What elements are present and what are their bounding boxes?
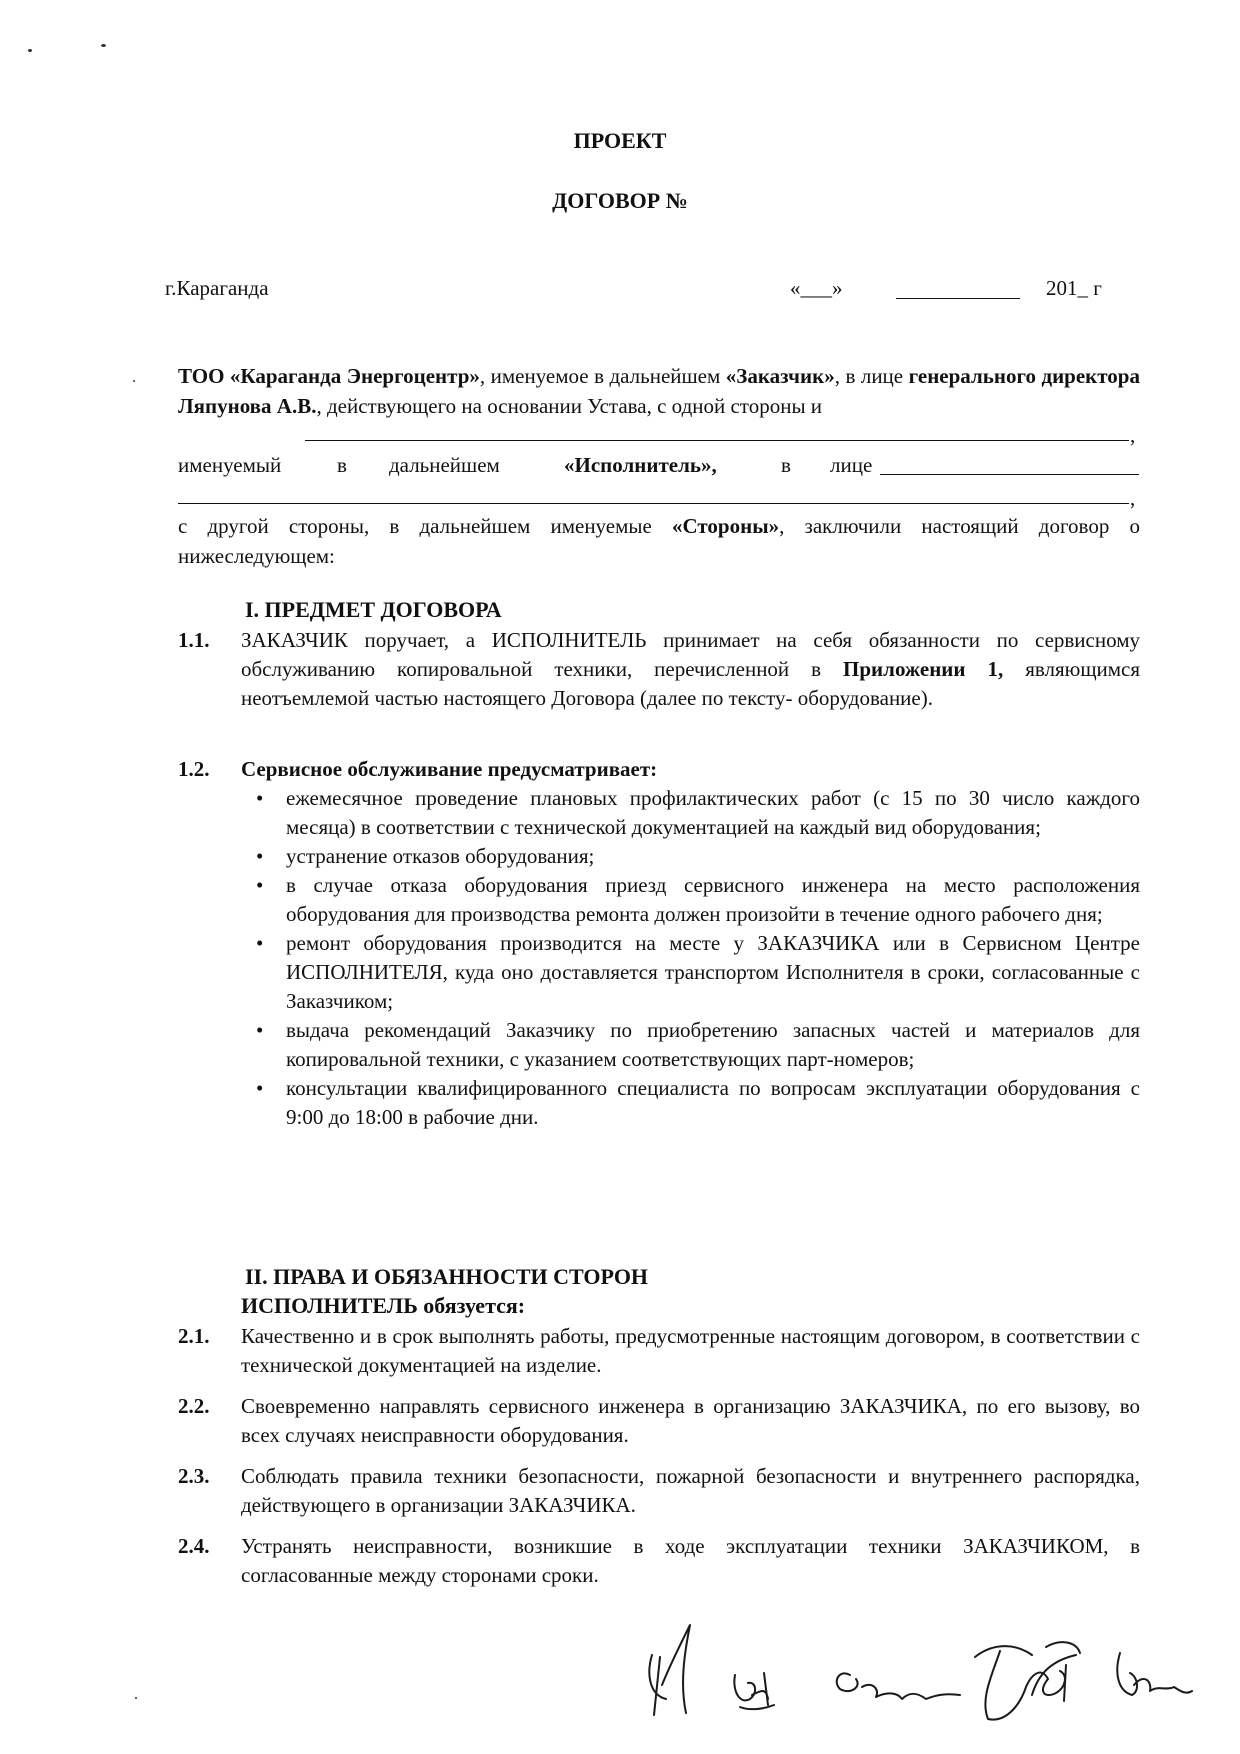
appendix-ref: Приложении 1, (843, 657, 1004, 681)
scan-speck (28, 49, 32, 52)
customer-org: ТОО «Караганда Энергоцентр» (178, 364, 480, 388)
scan-speck (133, 380, 135, 382)
month-blank-line (896, 298, 1020, 299)
list-item: • устранение отказов оборудования; (286, 842, 1140, 871)
executor-term: «Исполнитель», (564, 453, 717, 477)
item-1-2-title: Сервисное обслуживание предусматривает: (241, 757, 658, 781)
handwritten-initials (640, 1595, 1200, 1735)
bullet-icon: • (256, 1018, 264, 1042)
list-item: • консультации квалифицированного специалиста по вопросам эксплуатации оборудования с 9:00 до 18:00 в рабочие дни. (256, 1076, 1140, 1129)
bullet-icon: • (256, 873, 264, 897)
document-page: ПРОЕКТ ДОГОВОР № г.Караганда «___» 201_ г ТОО «Караганда Энергоцентр», именуемое в дальнейшем «Заказчик», в лице генерального директора Ляпунова А.В., действующего на основании Устава, с одной стороны и , именуемый в дальнейшем «Исполнитель», в лице , с другой стороны, в дальнейшем именуемые «Стороны», заключили настоящий договор о нижеследующем: I. ПРЕДМЕТ ДОГОВОРА 1.1. ЗАКАЗЧИК поручает, а ИСПОЛНИТЕЛЬ принимает на себя обязанности по сервисному обслуживанию копировальной техники, перечисленной в Приложении 1, являющимся неотъемлемой частью настоящего Договора (далее по тексту- оборудование). 1.2. Сервисное обслуживание предусматривает: • ежемесячное проведение плановых профилактических работ (с 15 по 30 число каждого месяца) в соответствии с технической документацией на каждый вид оборудования; • устранение отказов оборудования; • в случае отказа оборудования приезд сервисного инженера на место расположения оборудования для производства ремонта должен произойти в течение одного рабочего дня; • ремонт оборудования производится на месте у ЗАКАЗЧИКА или в Сервисном Центре ИСПОЛНИТЕЛЯ, куда оно доставляется транспортом Исполнителя в сроки, согласованные с Заказчиком; • выдача рекомендаций Заказчику по приобретению запасных частей и материалов для копировальной техники, с указанием соответствующих парт-номеров; • консультации квалифицированного специалиста по вопросам эксплуатации оборудования с 9:00 до 18:00 в рабочие дни. II. ПРАВА И ОБЯЗАННОСТИ СТОРОН ИСПОЛНИТЕЛЬ обязуется: 2.1. Качественно и в срок выполнять работы, предусмотренные настоящим договором, в соответствии с технической документацией на изделие. 2.2. Своевременно направлять сервисного инженера в организацию ЗАКАЗЧИКА, по его вызову, во всех случаях неисправности оборудования. 2.3. Соблюдать правила техники безопасности, пожарной безопасности и внутреннего распорядка, действующего в организации ЗАКАЗЧИКА. 2.4. Устранять неисправности, возникшие в ходе эксплуатации техники ЗАКАЗЧИКОМ, в согласованные между сторонами сроки. (0, 0, 1240, 1754)
list-item: • ремонт оборудования производится на месте у ЗАКАЗЧИКА или в Сервисном Центре ИСПОЛНИТЕЛЯ, куда оно доставляется транспортом Исполнителя в сроки, согласованные с Заказчиком; (256, 931, 1140, 1013)
list-item: • выдача рекомендаций Заказчику по приобретению запасных частей и материалов для копировальной техники, с указанием соответствующих парт-номеров; (256, 1018, 1140, 1071)
contract-date (790, 274, 843, 303)
parties-term: «Стороны» (672, 514, 780, 538)
list-item: • ежемесячное проведение плановых профилактических работ (с 15 по 30 число каждого месяца) в соответствии с технической документацией на каждый вид оборудования; (256, 786, 1140, 839)
representative-blank (880, 474, 1139, 475)
year: 201_ г (1046, 276, 1102, 300)
day-open-quote: « (790, 276, 801, 300)
preamble-paragraph: ТОО «Караганда Энергоцентр», именуемое в дальнейшем «Заказчик», в лице генерального директора Ляпунова А.В., действующего на основании Устава, с одной стороны и (178, 364, 1140, 418)
blank-comma-1: , (1130, 423, 1136, 447)
bullet-icon: • (256, 844, 264, 868)
customer-term: «Заказчик» (725, 364, 835, 388)
blank-comma-2: , (1130, 486, 1136, 510)
day-close-quote: » (832, 276, 843, 300)
executor-name-blank (305, 440, 1129, 441)
city: г.Караганда (165, 276, 269, 300)
bullet-icon: • (256, 931, 264, 955)
section-2-title: II. ПРАВА И ОБЯЗАННОСТИ СТОРОН (245, 1264, 649, 1289)
scan-speck (135, 1697, 137, 1699)
service-bullet-list (256, 784, 1140, 1132)
draft-label: ПРОЕКТ (573, 128, 667, 153)
contract-title: ДОГОВОР № (552, 188, 688, 213)
day-blank: ___ (800, 276, 832, 300)
bullet-icon: • (256, 1076, 264, 1100)
section-2-subtitle: ИСПОЛНИТЕЛЬ обязуется: (241, 1293, 526, 1318)
preamble-closing: с другой стороны, в дальнейшем именуемые «Стороны», заключили настоящий договор о нижеследующем: (178, 514, 1140, 568)
scan-speck (101, 44, 106, 47)
director-name: генерального директора Ляпунова А.В. (178, 364, 1140, 418)
representative-blank-2 (178, 503, 1129, 504)
bullet-icon: • (256, 786, 264, 810)
section-1-title: I. ПРЕДМЕТ ДОГОВОРА (245, 597, 502, 622)
list-item: • в случае отказа оборудования приезд сервисного инженера на место расположения оборудования для производства ремонта должен произойти в течение одного рабочего дня; (256, 873, 1140, 926)
